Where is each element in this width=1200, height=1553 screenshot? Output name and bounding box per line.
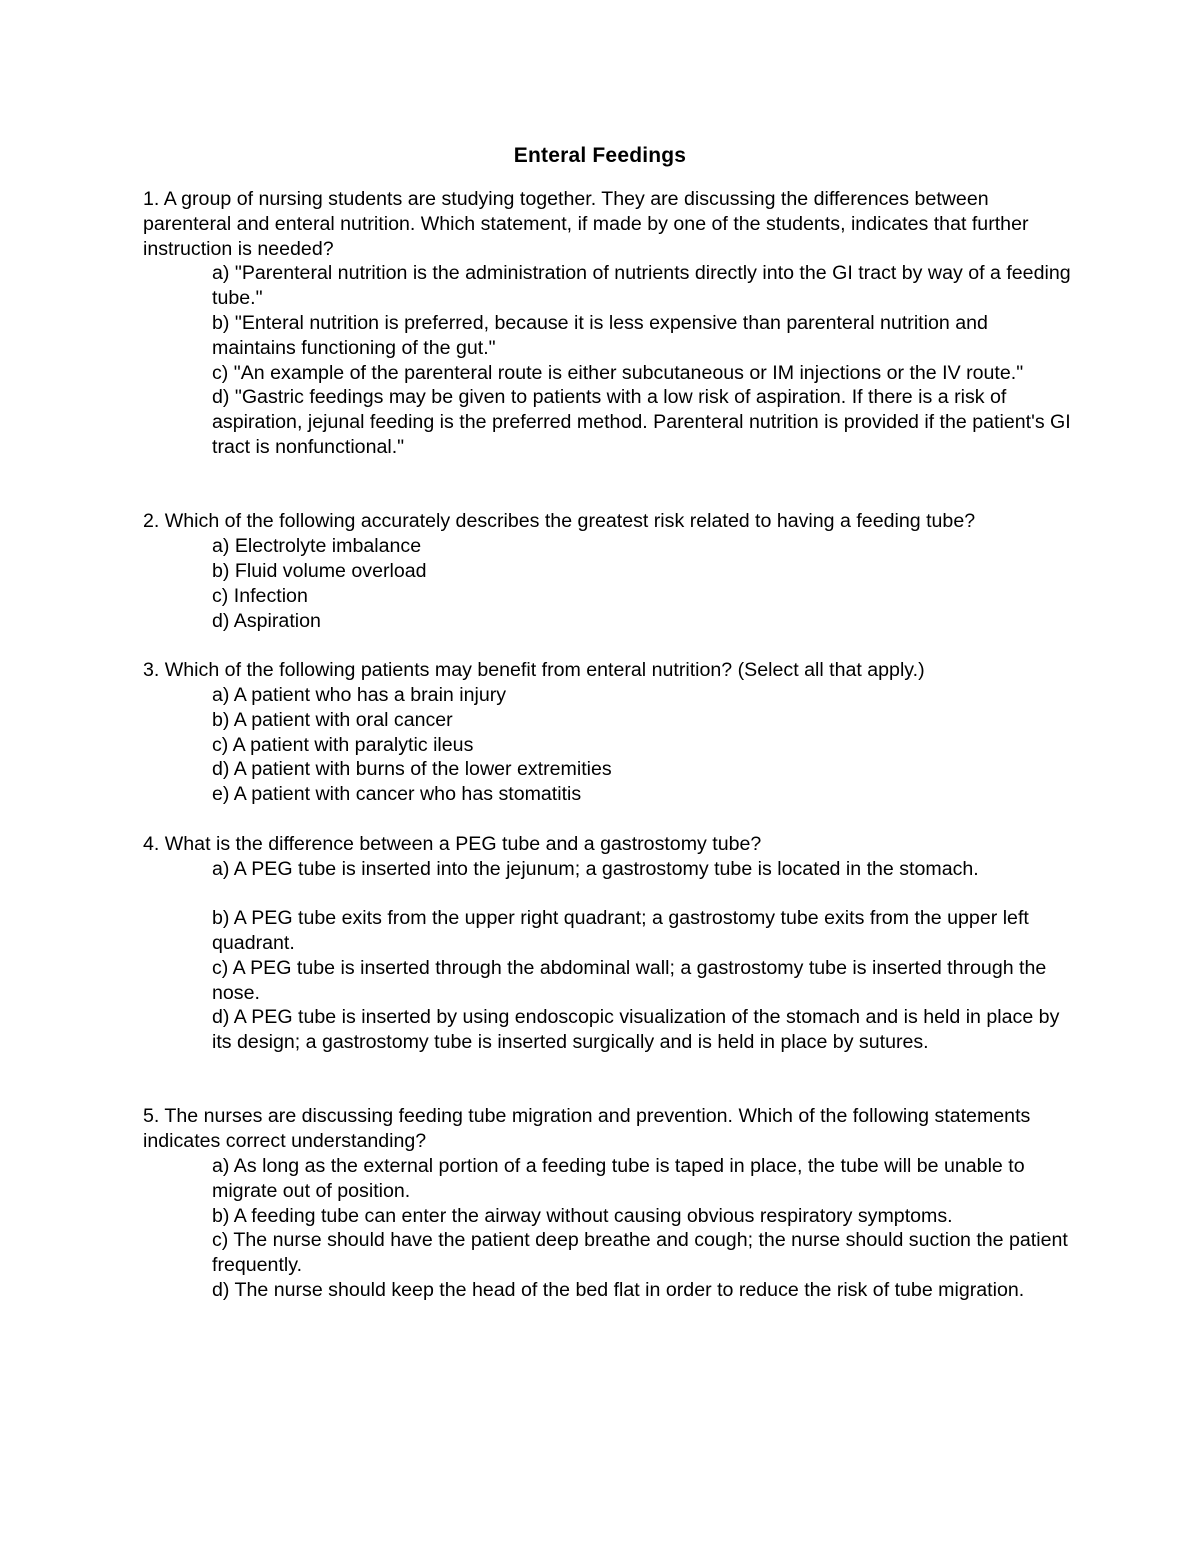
spacer — [143, 460, 1073, 510]
question-3-options — [143, 683, 1073, 807]
spacer — [212, 881, 1073, 906]
option-1d: d) "Gastric feedings may be given to patients with a low risk of aspiration. If there is a risk of aspiration, jejunal feeding is the preferred method. Parenteral nutrition is provided if the patient's GI tract is nonfunctional." — [212, 386, 1071, 458]
question-4-options — [143, 857, 1073, 1055]
document-body — [143, 187, 1073, 1303]
question-5 — [143, 1104, 1073, 1302]
option-4c: c) A PEG tube is inserted through the abdominal wall; a gastrostomy tube is inserted through the nose. — [212, 956, 1047, 1004]
option-5c: c) The nurse should have the patient deep breathe and cough; the nurse should suction the patient frequently. — [212, 1229, 1068, 1277]
question-1-text: 1. A group of nursing students are studying together. They are discussing the differences between parenteral and enteral nutrition. Which statement, if made by one of the students, indicates that further instruction is needed? — [143, 188, 1029, 260]
option-1a: a) "Parenteral nutrition is the administration of nutrients directly into the GI tract by way of a feeding tube." — [212, 262, 1071, 310]
question-3 — [143, 658, 1073, 807]
question-5-options — [143, 1154, 1073, 1303]
question-1 — [143, 187, 1073, 460]
spacer — [143, 633, 1073, 658]
option-4b: b) A PEG tube exits from the upper right quadrant; a gastrostomy tube exits from the upper left quadrant. — [212, 907, 1029, 954]
option-2d: d) Aspiration — [212, 609, 321, 632]
option-3a: a) A patient who has a brain injury — [212, 683, 507, 706]
question-3-text: 3. Which of the following patients may benefit from enteral nutrition? (Select all that apply.) — [143, 659, 925, 682]
question-4 — [143, 832, 1073, 1055]
question-2 — [143, 509, 1073, 633]
option-2b: b) Fluid volume overload — [212, 559, 427, 582]
option-3d: d) A patient with burns of the lower extremities — [212, 758, 612, 781]
option-1c: c) "An example of the parenteral route is either subcutaneous or IM injections or the IV route." — [212, 361, 1024, 384]
option-1b: b) "Enteral nutrition is preferred, because it is less expensive than parenteral nutrition and maintains functioning of the gut." — [212, 311, 988, 359]
question-2-text: 2. Which of the following accurately describes the greatest risk related to having a feeding tube? — [143, 510, 976, 533]
spacer — [143, 807, 1073, 832]
option-2a: a) Electrolyte imbalance — [212, 535, 422, 558]
option-3c: c) A patient with paralytic ileus — [212, 733, 474, 756]
option-3e: e) A patient with cancer who has stomatitis — [212, 783, 582, 806]
question-5-text: 5. The nurses are discussing feeding tube migration and prevention. Which of the following statements indicates correct understanding? — [143, 1105, 1031, 1153]
option-4a: a) A PEG tube is inserted into the jejunum; a gastrostomy tube is located in the stomach. — [212, 857, 979, 880]
option-5a: a) As long as the external portion of a feeding tube is taped in place, the tube will be unable to migrate out of position. — [212, 1155, 1025, 1202]
spacer — [143, 1055, 1073, 1105]
question-2-options — [143, 534, 1073, 633]
option-5d: d) The nurse should keep the head of the bed flat in order to reduce the risk of tube migration. — [212, 1279, 1025, 1302]
question-4-text: 4. What is the difference between a PEG tube and a gastrostomy tube? — [143, 832, 762, 855]
document-title: Enteral Feedings — [513, 144, 687, 167]
option-5b: b) A feeding tube can enter the airway without causing obvious respiratory symptoms. — [212, 1204, 953, 1227]
option-3b: b) A patient with oral cancer — [212, 708, 453, 731]
option-4d: d) A PEG tube is inserted by using endoscopic visualization of the stomach and is held in place by its design; a gastrostomy tube is inserted surgically and is held in place by sutures. — [212, 1006, 1060, 1054]
question-1-options — [143, 261, 1073, 459]
option-2c: c) Infection — [212, 584, 308, 607]
